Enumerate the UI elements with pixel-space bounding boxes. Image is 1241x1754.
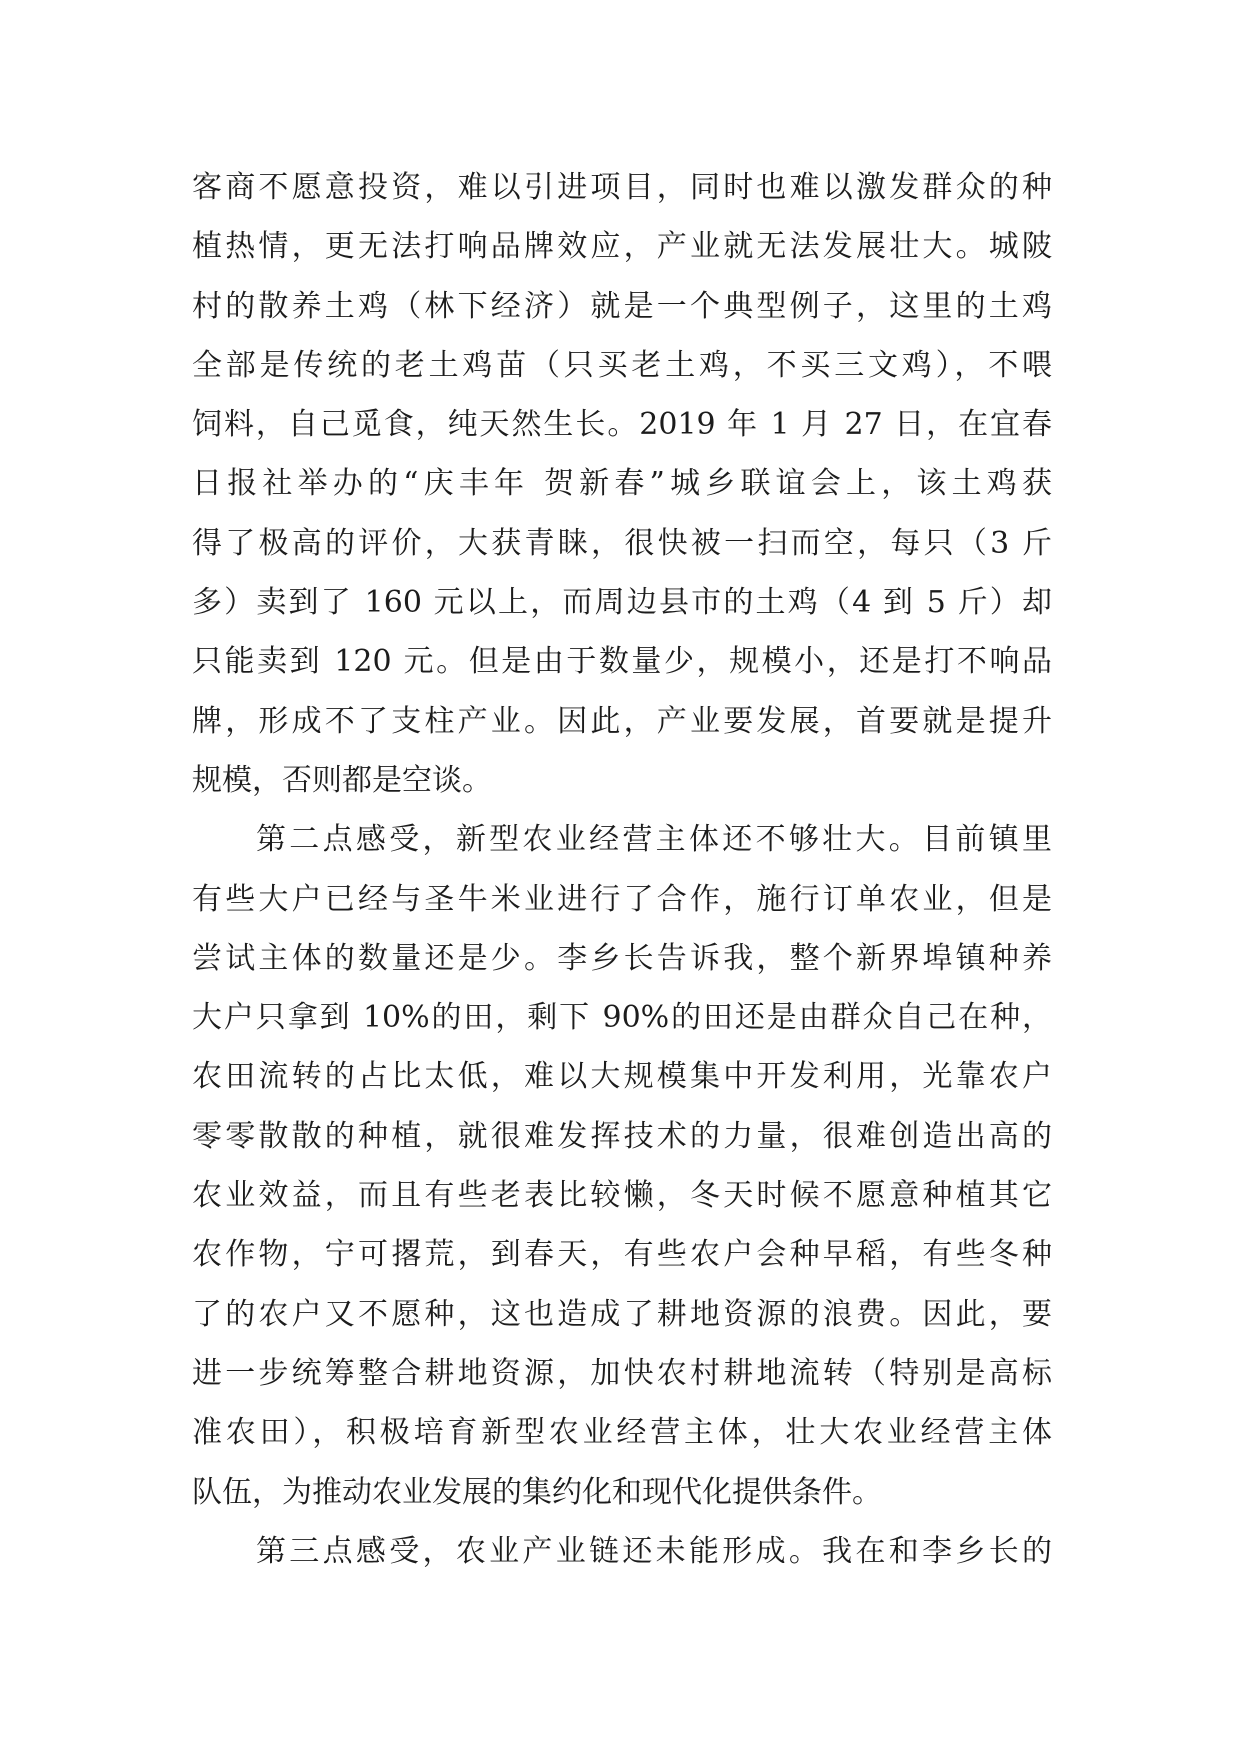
text-line: 规模，否则都是空谈。 [192,762,492,798]
document-body [192,158,1052,1581]
text-line: 饲料，自己觅食，纯天然生长。2019 年 1 月 27 日，在宜春 [192,407,1052,443]
text-line: 只能卖到 120 元。但是由于数量少，规模小，还是打不响品 [192,644,1052,680]
text-line: 农田流转的占比太低，难以大规模集中开发利用，光靠农户 [192,1059,1052,1095]
text-line: 全部是传统的老土鸡苗（只买老土鸡，不买三文鸡），不喂 [192,347,1052,383]
paragraph-first-line: 第三点感受，农业产业链还未能形成。我在和李乡长的 [256,1533,1052,1569]
text-line: 农作物，宁可撂荒，到春天，有些农户会种早稻，有些冬种 [192,1237,1052,1273]
text-line: 队伍，为推动农业发展的集约化和现代化提供条件。 [192,1474,882,1510]
text-line: 有些大户已经与圣牛米业进行了合作，施行订单农业，但是 [192,881,1052,917]
text-line: 进一步统筹整合耕地资源，加快农村耕地流转（特别是高标 [192,1355,1052,1391]
text-line: 多）卖到了 160 元以上，而周边县市的土鸡（4 到 5 斤）却 [192,585,1052,621]
text-line: 日报社举办的“庆丰年 贺新春”城乡联谊会上，该土鸡获 [192,466,1052,502]
text-line: 了的农户又不愿种，这也造成了耕地资源的浪费。因此，要 [192,1296,1052,1332]
text-line: 准农田），积极培育新型农业经营主体，壮大农业经营主体 [192,1415,1052,1451]
text-line: 尝试主体的数量还是少。李乡长告诉我，整个新界埠镇种养 [192,940,1052,976]
text-line: 得了极高的评价，大获青睐，很快被一扫而空，每只（3 斤 [192,525,1052,561]
paragraph-first-line: 第二点感受，新型农业经营主体还不够壮大。目前镇里 [256,822,1052,858]
text-line: 植热情，更无法打响品牌效应，产业就无法发展壮大。城陂 [192,229,1052,265]
text-line: 客商不愿意投资，难以引进项目，同时也难以激发群众的种 [192,170,1052,205]
text-line: 农业效益，而且有些老表比较懒，冬天时候不愿意种植其它 [192,1178,1052,1214]
text-line: 村的散养土鸡（林下经济）就是一个典型例子，这里的土鸡 [192,288,1052,324]
text-line: 零零散散的种植，就很难发挥技术的力量，很难创造出高的 [192,1118,1052,1154]
text-line: 牌，形成不了支柱产业。因此，产业要发展，首要就是提升 [192,703,1052,739]
text-line: 大户只拿到 10%的田，剩下 90%的田还是由群众自己在种， [192,1000,1052,1036]
